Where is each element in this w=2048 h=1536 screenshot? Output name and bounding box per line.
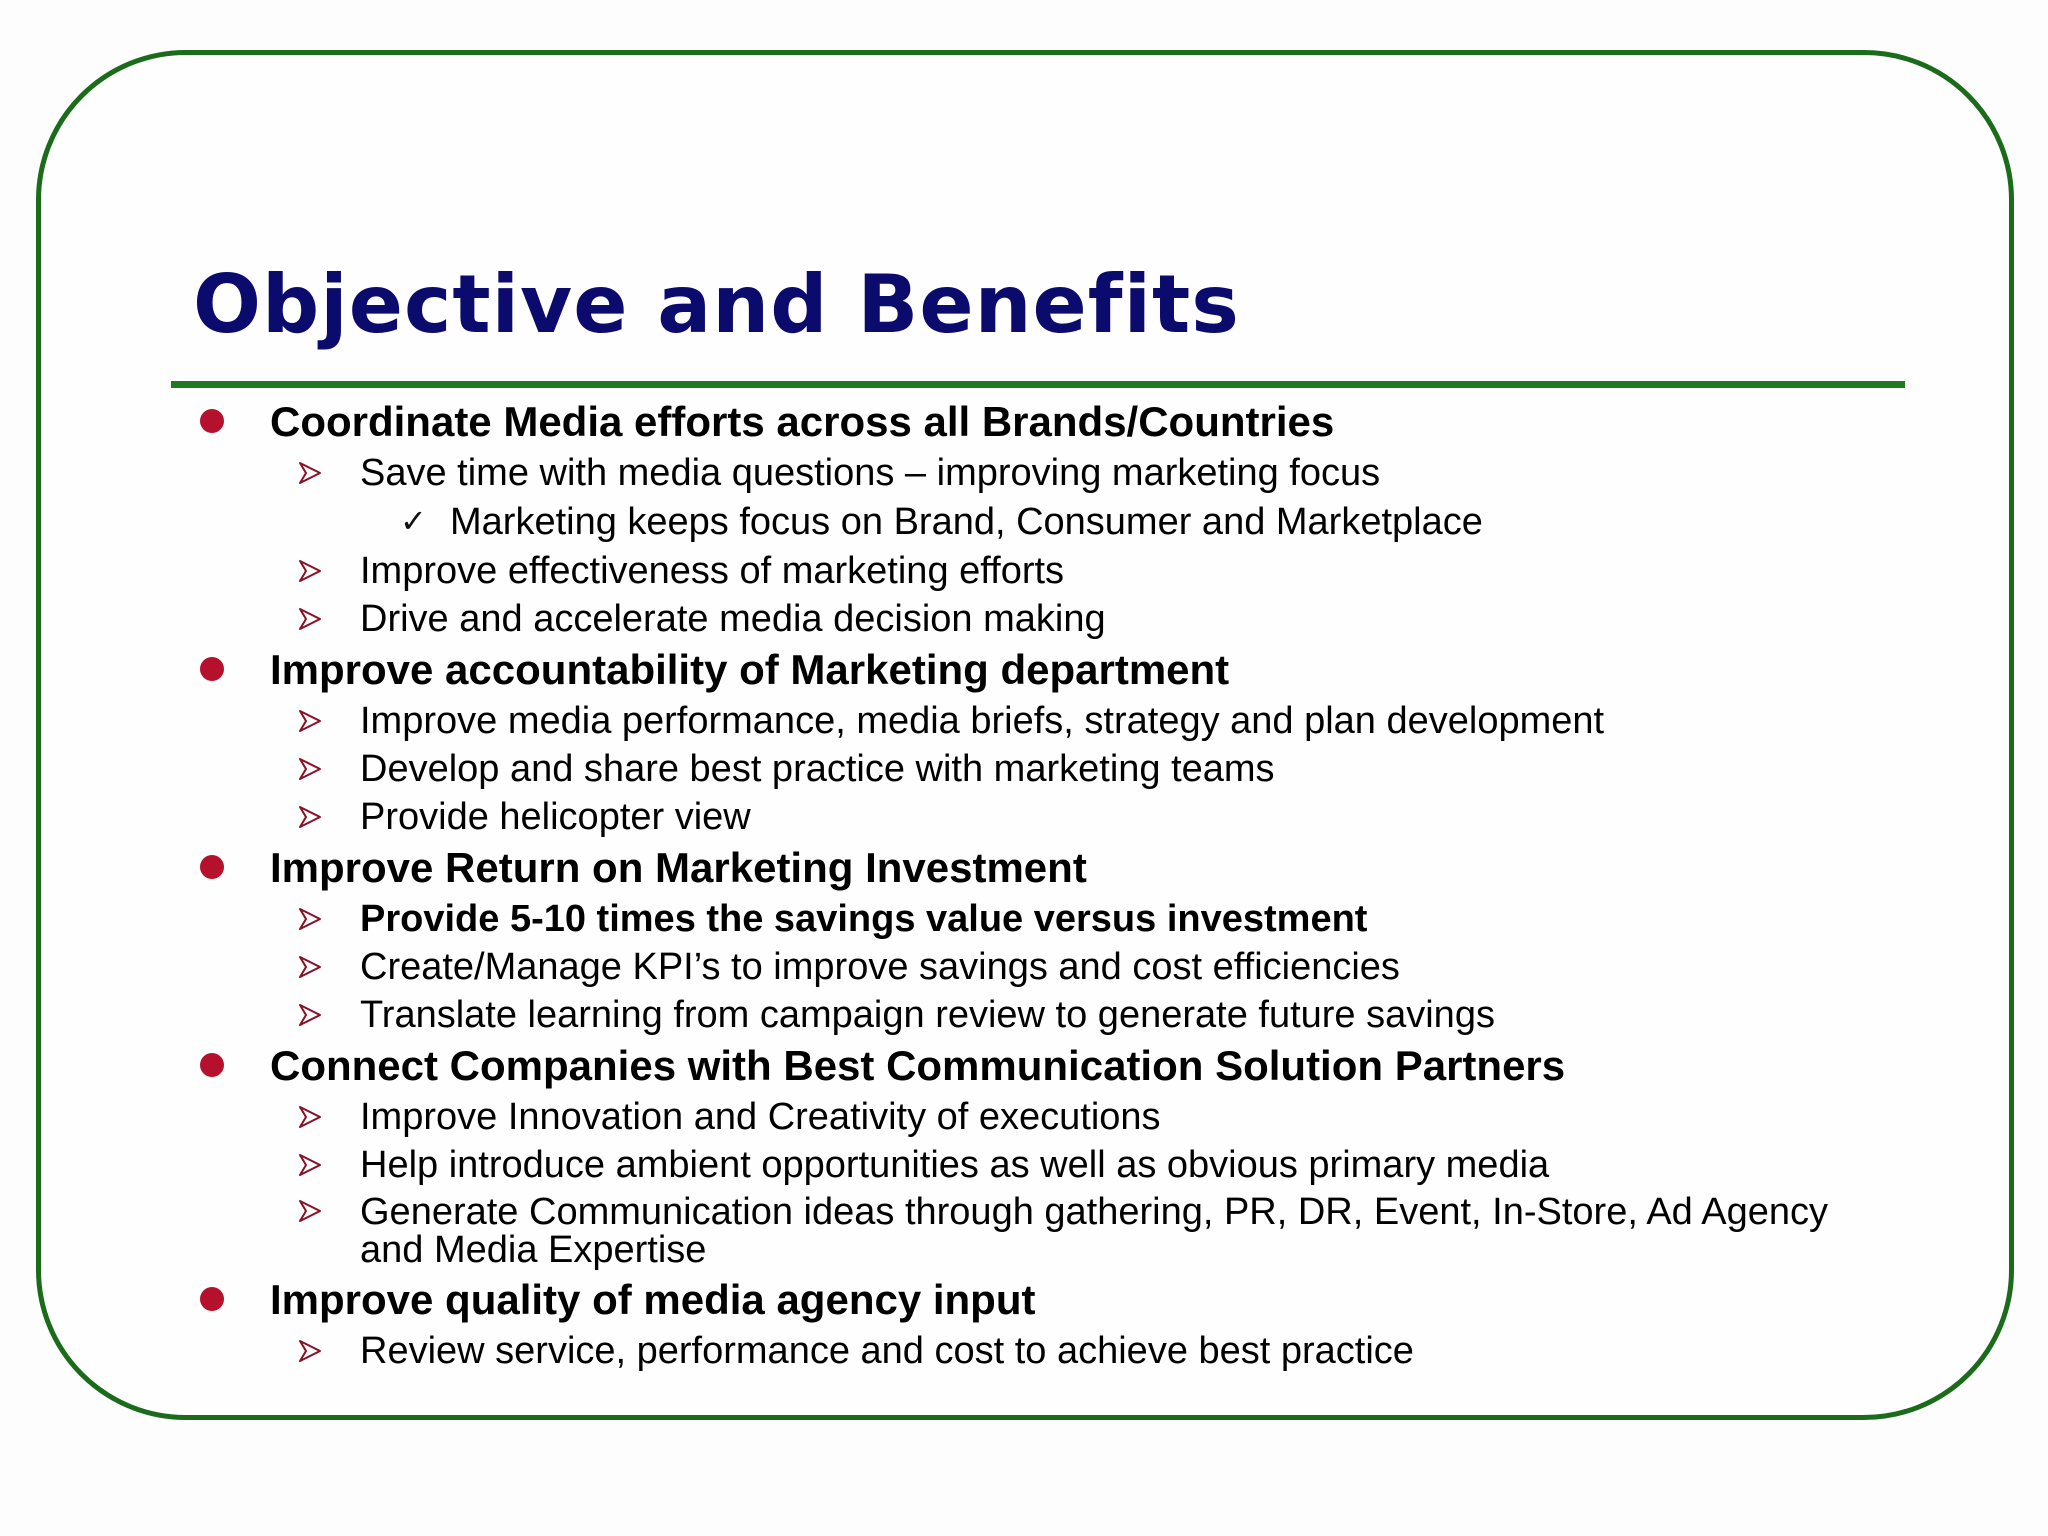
list-item [190,895,1830,943]
list-item [190,449,1830,497]
arrowhead-bullet-icon [298,1153,322,1177]
arrowhead-bullet-icon [298,1199,322,1223]
section-heading [190,1039,1830,1093]
list-item [190,745,1830,793]
section-heading-text: Improve accountability of Marketing department [270,646,1230,693]
arrowhead-bullet-icon [298,907,322,931]
arrowhead-bullet-icon [298,757,322,781]
arrowhead-bullet-icon [298,1105,322,1129]
arrowhead-bullet-icon [298,559,322,583]
list-item-text: Translate learning from campaign review to generate future savings [360,994,1495,1036]
section-heading-text: Coordinate Media efforts across all Brands/Countries [270,398,1335,445]
bullet-dot-icon [200,657,224,681]
arrowhead-bullet-icon [298,1339,322,1363]
bullet-list [190,395,1830,1375]
arrowhead-bullet-icon [298,709,322,733]
list-item-text: Drive and accelerate media decision making [360,598,1106,640]
section-heading-text: Connect Companies with Best Communication Solution Partners [270,1042,1566,1089]
list-item-text: Improve Innovation and Creativity of executions [360,1096,1161,1138]
list-item [190,595,1830,643]
arrowhead-bullet-icon [298,805,322,829]
list-item-text: Save time with media questions – improving marketing focus [360,452,1381,494]
section-heading [190,643,1830,697]
list-item-text: Develop and share best practice with marketing teams [360,748,1275,790]
list-item [190,1327,1830,1375]
section-heading [190,841,1830,895]
bullet-dot-icon [200,855,224,879]
list-item-text: Help introduce ambient opportunities as well as obvious primary media [360,1144,1550,1186]
list-item [190,943,1830,991]
sub-list-item-text: Marketing keeps focus on Brand, Consumer and Marketplace [450,501,1483,543]
list-item-text: Provide 5-10 times the savings value versus investment [360,898,1368,940]
list-item-text: Improve media performance, media briefs, strategy and plan development [360,700,1605,742]
checkmark-icon: ✓ [400,502,427,540]
bullet-dot-icon [200,1053,224,1077]
list-item [190,1093,1830,1141]
list-item [190,793,1830,841]
section-heading [190,395,1830,449]
arrowhead-bullet-icon [298,461,322,485]
list-item [190,547,1830,595]
list-item [190,991,1830,1039]
list-item-text: Generate Communication ideas through gathering, PR, DR, Event, In-Store, Ad Agency and Media Expertise [360,1191,1829,1271]
arrowhead-bullet-icon [298,955,322,979]
bullet-dot-icon [200,409,224,433]
arrowhead-bullet-icon [298,1003,322,1027]
list-item-text: Create/Manage KPI’s to improve savings and cost efficiencies [360,946,1400,988]
slide-title: Objective and Benefits [193,258,1240,351]
section-heading-text: Improve quality of media agency input [270,1276,1036,1323]
section-heading-text: Improve Return on Marketing Investment [270,844,1087,891]
list-item [190,1141,1830,1189]
list-item-text: Review service, performance and cost to achieve best practice [360,1330,1414,1372]
list-item [190,1189,1830,1273]
list-item-text: Improve effectiveness of marketing efforts [360,550,1065,592]
sub-list-item [190,497,1830,547]
arrowhead-bullet-icon [298,607,322,631]
list-item [190,697,1830,745]
title-underline [171,381,1905,388]
section-heading [190,1273,1830,1327]
list-item-text: Provide helicopter view [360,796,751,838]
bullet-dot-icon [200,1287,224,1311]
